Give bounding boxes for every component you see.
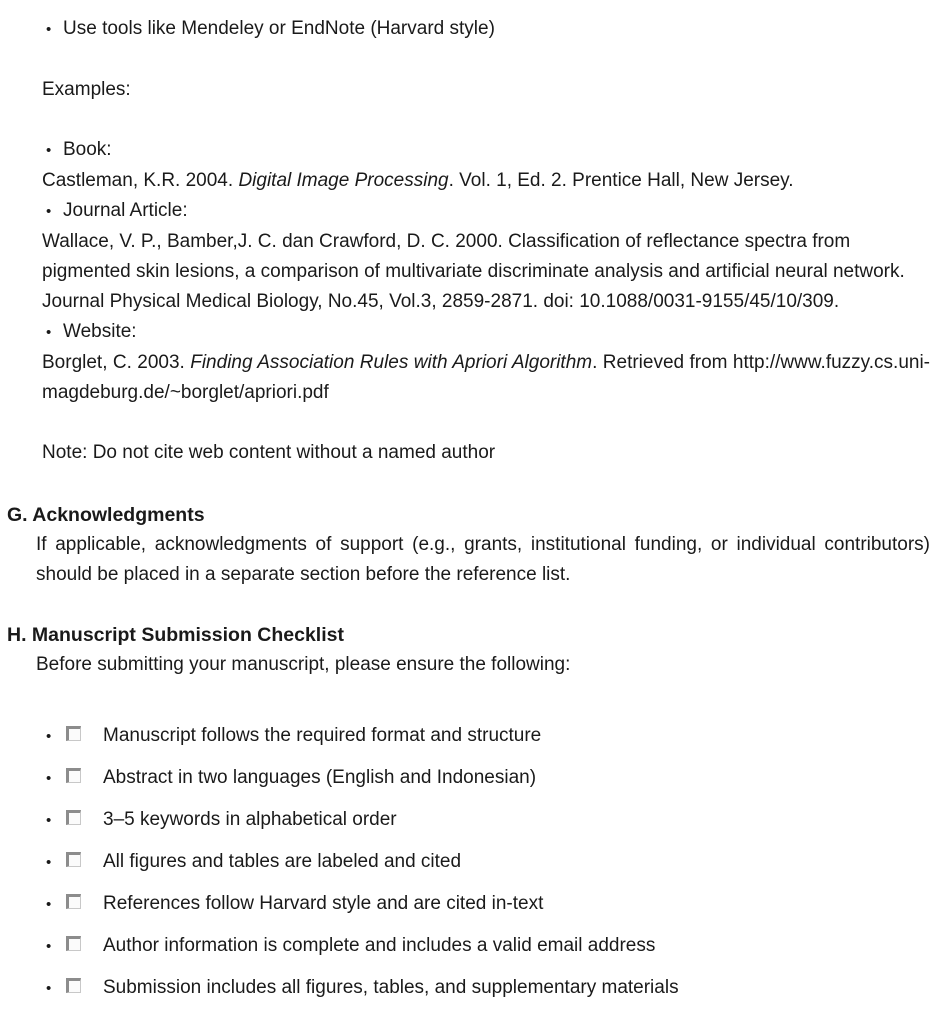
checkbox-unchecked-icon[interactable] (66, 810, 81, 825)
tools-bullet-text: Use tools like Mendeley or EndNote (Harvard style) (63, 18, 495, 39)
checklist-item-label: References follow Harvard style and are cited in-text (103, 893, 544, 914)
checklist-item-label: All figures and tables are labeled and cited (103, 851, 462, 872)
bullet-icon: • (46, 854, 52, 871)
bullet-icon: • (46, 21, 52, 38)
book-label: Book: (63, 139, 112, 160)
tools-bullet-item (46, 14, 930, 45)
bullet-icon: • (46, 203, 52, 220)
book-citation-suffix: . Vol. 1, Ed. 2. Prentice Hall, New Jersey. (448, 170, 794, 191)
checklist-item (46, 805, 930, 836)
book-bullet-item (46, 135, 930, 166)
section-g-body: If applicable, acknowledgments of support (e.g., grants, institutional funding, or individual contributors) should be placed in a separate section before the reference list. (36, 534, 930, 585)
note-text: Note: Do not cite web content without a named author (42, 442, 496, 463)
checklist-item (46, 721, 930, 752)
bullet-icon: • (46, 896, 52, 913)
bullet-icon: • (46, 938, 52, 955)
checklist-item (46, 889, 930, 920)
journal-label: Journal Article: (63, 200, 188, 221)
bullet-icon: • (46, 980, 52, 997)
checkbox-unchecked-icon[interactable] (66, 852, 81, 867)
website-citation-suffix: . Retrieved from http://www.fuzzy.cs.uni-magdeburg.de/~borglet/apriori.pdf (42, 352, 930, 403)
checkbox-unchecked-icon[interactable] (66, 936, 81, 951)
checkbox-unchecked-icon[interactable] (66, 726, 81, 741)
website-citation (42, 348, 930, 408)
checklist-item-label: Manuscript follows the required format and structure (103, 725, 542, 746)
checkbox-unchecked-icon[interactable] (66, 894, 81, 909)
checklist-item-label: Author information is complete and includes a valid email address (103, 935, 656, 956)
checklist-item (46, 973, 930, 1004)
checkbox-unchecked-icon[interactable] (66, 978, 81, 993)
website-label: Website: (63, 321, 137, 342)
website-citation-title: Finding Association Rules with Apriori Algorithm (190, 352, 593, 373)
checklist-item (46, 847, 930, 878)
bullet-icon: • (46, 324, 52, 341)
bullet-icon: • (46, 728, 52, 745)
checklist-item-label: Abstract in two languages (English and Indonesian) (103, 767, 537, 788)
section-g-heading: G. Acknowledgments (7, 504, 205, 526)
checklist-item (46, 931, 930, 962)
section-h-intro: Before submitting your manuscript, please ensure the following: (36, 654, 571, 675)
submission-checklist (0, 721, 930, 1004)
website-bullet-item (46, 317, 930, 348)
checkbox-unchecked-icon[interactable] (66, 768, 81, 783)
journal-citation: Wallace, V. P., Bamber,J. C. dan Crawford, D. C. 2000. Classification of reflectance spectra from pigmented skin lesions, a comparison of multivariate discriminate analysis and artificial neural network. Journal Physical Medical Biology, No.45, Vol.3, 2859-2871. doi: 10.1088/0031-9155/45/10/309. (42, 231, 905, 312)
checklist-item-label: 3–5 keywords in alphabetical order (103, 809, 397, 830)
book-citation (42, 166, 930, 196)
book-citation-prefix: Castleman, K.R. 2004. (42, 170, 239, 191)
bullet-icon: • (46, 812, 52, 829)
journal-bullet-item (46, 196, 930, 227)
website-citation-prefix: Borglet, C. 2003. (42, 352, 191, 373)
section-h-heading: H. Manuscript Submission Checklist (7, 624, 344, 646)
examples-label: Examples: (42, 79, 131, 100)
bullet-icon: • (46, 770, 52, 787)
bullet-icon: • (46, 142, 52, 159)
book-citation-title: Digital Image Processing (238, 170, 449, 191)
checklist-item-label: Submission includes all figures, tables, and supplementary materials (103, 977, 679, 998)
checklist-item (46, 763, 930, 794)
